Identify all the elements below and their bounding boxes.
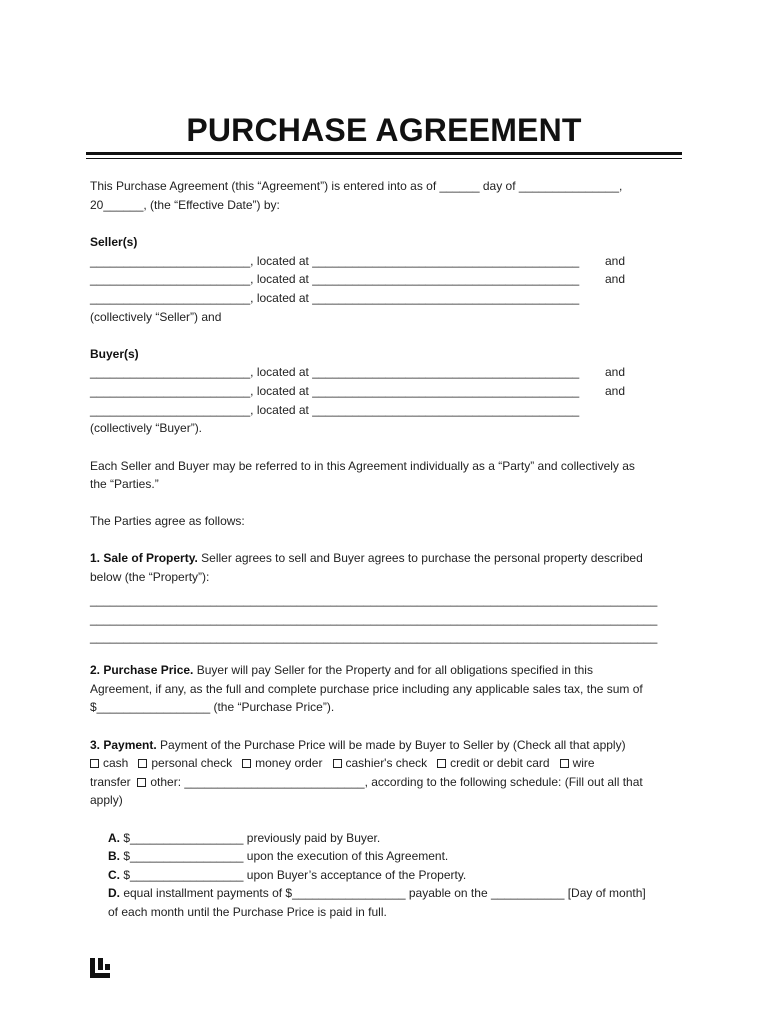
seller-row-suffix: and [605, 254, 626, 268]
schedule-item-d [108, 884, 688, 903]
option-personal-check-label: personal check [151, 756, 233, 770]
schedule-text: $_________________ previously paid by Buyer. [120, 831, 381, 845]
section-2-heading: 2. Purchase Price. [90, 663, 194, 677]
section-1-line-2: below (the “Property”): [90, 570, 210, 584]
schedule-letter: A. [108, 831, 120, 845]
seller-row: ________________________, located at ________________________________________ [90, 291, 580, 305]
title-rule-thick [86, 152, 682, 155]
agree-statement: The Parties agree as follows: [90, 514, 245, 528]
checkbox-money-order[interactable] [242, 759, 251, 768]
section-1-heading: 1. Sale of Property. [90, 551, 198, 565]
property-blank-line: _____________________________________________________________________________________ [90, 593, 658, 607]
buyer-row: ________________________, located at ________________________________________ [90, 403, 580, 417]
section-3-line-1 [90, 736, 690, 755]
buyer-row-suffix: and [605, 384, 626, 398]
schedule-item-c [108, 866, 688, 885]
option-transfer-label: transfer [90, 775, 131, 789]
option-cash-label: cash [103, 756, 129, 770]
seller-row: ________________________, located at ________________________________________ [90, 254, 580, 268]
section-2-text: Buyer will pay Seller for the Property and for all obligations specified in this [193, 663, 593, 677]
buyers-collective: (collectively “Buyer”). [90, 421, 203, 435]
schedule-text: $_________________ upon Buyer’s acceptance of the Property. [120, 868, 467, 882]
section-3-text: Payment of the Purchase Price will be made by Buyer to Seller by (Check all that apply) [156, 738, 626, 752]
intro-line-1: This Purchase Agreement (this “Agreement”) is entered into as of ______ day of _______________, [90, 179, 623, 193]
property-blank-line: _____________________________________________________________________________________ [90, 630, 658, 644]
sellers-heading: Seller(s) [90, 235, 138, 249]
party-definition-line-1: Each Seller and Buyer may be referred to in this Agreement individually as a “Party” and collectively as [90, 459, 635, 473]
seller-row: ________________________, located at ________________________________________ [90, 272, 580, 286]
buyer-row: ________________________, located at ________________________________________ [90, 384, 580, 398]
checkbox-credit-debit-card[interactable] [437, 759, 446, 768]
schedule-text: $_________________ upon the execution of this Agreement. [120, 849, 449, 863]
schedule-item-a [108, 829, 688, 848]
checkbox-personal-check[interactable] [138, 759, 147, 768]
checkbox-cash[interactable] [90, 759, 99, 768]
section-3-line-4: apply) [90, 793, 123, 807]
buyers-heading: Buyer(s) [90, 347, 139, 361]
intro-line-2: 20______, (the “Effective Date”) by: [90, 198, 280, 212]
schedule-item-d-continuation: of each month until the Purchase Price is paid in full. [108, 905, 387, 919]
section-2-line-1 [90, 661, 690, 680]
section-1-text: Seller agrees to sell and Buyer agrees to purchase the personal property described [197, 551, 643, 565]
checkbox-other[interactable] [137, 778, 146, 787]
section-1-line-1 [90, 549, 690, 568]
schedule-text: equal installment payments of $_________________ payable on the ___________ [Day of month] [120, 886, 646, 900]
buyer-row: ________________________, located at ________________________________________ [90, 365, 580, 379]
schedule-letter: D. [108, 886, 120, 900]
legal-templates-logo-icon [90, 958, 112, 978]
schedule-letter: C. [108, 868, 120, 882]
section-2-line-3: $_________________ (the “Purchase Price”). [90, 700, 335, 714]
option-money-order-label: money order [255, 756, 323, 770]
buyer-row-suffix: and [605, 365, 626, 379]
checkbox-cashiers-check[interactable] [333, 759, 342, 768]
section-3-heading: 3. Payment. [90, 738, 157, 752]
section-2-line-2: Agreement, if any, as the full and complete purchase price including any applicable sales tax, the sum of [90, 682, 643, 696]
title-rule-thin [86, 158, 682, 159]
payment-options-line-2 [90, 773, 690, 792]
option-other-label: other: ___________________________, according to the following schedule: (Fill out all that [150, 775, 643, 789]
option-wire-label: wire [572, 756, 595, 770]
option-cashiers-check-label: cashier's check [345, 756, 428, 770]
seller-row-suffix: and [605, 272, 626, 286]
schedule-letter: B. [108, 849, 120, 863]
party-definition-line-2: the “Parties.” [90, 477, 159, 491]
option-credit-debit-card-label: credit or debit card [450, 756, 550, 770]
payment-options-line [90, 754, 690, 773]
property-blank-line: _____________________________________________________________________________________ [90, 612, 658, 626]
schedule-item-b [108, 847, 688, 866]
sellers-collective: (collectively “Seller”) and [90, 310, 222, 324]
checkbox-wire-transfer[interactable] [560, 759, 569, 768]
page-title: PURCHASE AGREEMENT [186, 112, 582, 148]
